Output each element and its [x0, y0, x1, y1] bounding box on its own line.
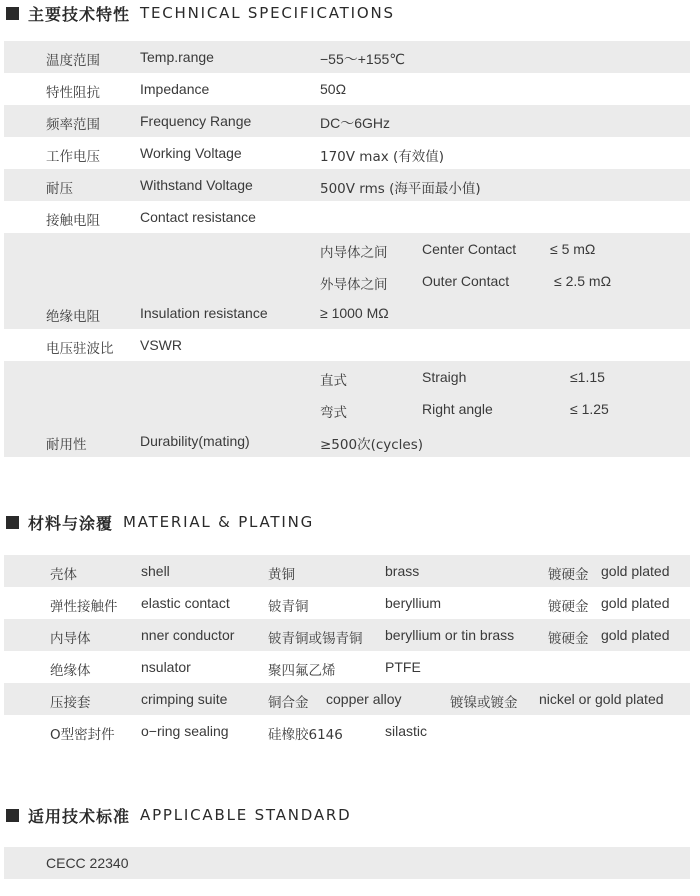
plating-zh: 镀硬金 [548, 631, 589, 647]
label-zh: 特性阻抗 [46, 85, 100, 101]
section-title-en: MATERIAL & PLATING [123, 513, 315, 531]
label-en: Insulation resistance [140, 305, 268, 321]
label-zh: 工作电压 [46, 149, 100, 165]
label-zh: 耐压 [46, 181, 73, 197]
part-zh: 内导体 [50, 631, 91, 647]
value: ≤ 5 mΩ [550, 241, 596, 257]
material-zh: 铜合金 [268, 695, 309, 711]
spec-row-withstand-voltage [4, 169, 690, 201]
standard-value: CECC 22340 [46, 855, 129, 871]
value: ≤ 2.5 mΩ [554, 273, 612, 289]
part-en: elastic contact [141, 595, 230, 611]
standard-row [4, 847, 690, 879]
part-en: o−ring sealing [141, 723, 229, 739]
part-zh: O型密封件 [50, 727, 115, 743]
plating-en: gold plated [601, 563, 670, 579]
value: ≤ 1.25 [570, 401, 609, 417]
sub-label-zh: 外导体之间 [320, 277, 388, 293]
material-en: copper alloy [326, 691, 402, 707]
section-title-zh: 主要技术特性 [28, 4, 131, 24]
label-zh: 频率范围 [46, 117, 100, 133]
spec-row-straight [4, 361, 690, 393]
sub-label-zh: 内导体之间 [320, 245, 388, 261]
value: −55～+155℃ [320, 51, 406, 67]
spec-row-right-angle [4, 393, 690, 425]
material-row-insulator [4, 651, 690, 683]
material-row-shell [4, 555, 690, 587]
label-en: Withstand Voltage [140, 177, 253, 193]
value: DC～6GHz [320, 115, 391, 131]
section-bullet [6, 516, 19, 529]
plating-zh: 镀硬金 [548, 567, 589, 583]
value: 500V rms (海平面最小值) [320, 181, 481, 197]
label-en: Frequency Range [140, 113, 252, 129]
label-zh: 接触电阻 [46, 213, 100, 229]
value: 50Ω [320, 81, 347, 97]
material-row-oring [4, 715, 690, 747]
spec-row-frequency [4, 105, 690, 137]
part-zh: 压接套 [50, 695, 91, 711]
section-bullet [6, 809, 19, 822]
part-en: nsulator [141, 659, 191, 675]
material-en: beryllium [385, 595, 442, 611]
sub-label-en: Center Contact [422, 241, 517, 257]
section-title-en: APPLICABLE STANDARD [140, 806, 352, 824]
material-zh: 铍青铜 [268, 599, 309, 615]
plating-zh: 镀镍或镀金 [450, 695, 518, 711]
label-en: VSWR [140, 337, 182, 353]
label-en: Contact resistance [140, 209, 256, 225]
part-zh: 壳体 [50, 567, 77, 583]
label-en: Temp.range [140, 49, 214, 65]
value: ≥500次(cycles) [320, 437, 424, 453]
sub-label-zh: 直式 [320, 373, 347, 389]
label-zh: 电压驻波比 [46, 341, 114, 357]
material-zh: 铍青铜或锡青铜 [268, 631, 363, 647]
value: ≤1.15 [570, 369, 605, 385]
material-en: silastic [385, 723, 428, 739]
value: ≥ 1000 MΩ [320, 305, 389, 321]
value: 170V max (有效值) [320, 149, 445, 165]
spec-row-durability [4, 425, 690, 457]
spec-row-impedance [4, 73, 690, 105]
material-en: PTFE [385, 659, 421, 675]
part-zh: 弹性接触件 [50, 599, 118, 615]
label-zh: 耐用性 [46, 437, 87, 453]
part-zh: 绝缘体 [50, 663, 91, 679]
label-en: Durability(mating) [140, 433, 250, 449]
spec-row-center-contact [4, 233, 690, 265]
part-en: nner conductor [141, 627, 235, 643]
material-row-crimp [4, 683, 690, 715]
label-zh: 温度范围 [46, 53, 100, 69]
standard-heading [6, 803, 352, 827]
tech-spec-heading [6, 1, 395, 25]
sub-label-zh: 弯式 [320, 405, 347, 421]
sub-label-en: Outer Contact [422, 273, 510, 289]
spec-row-working-voltage [4, 137, 690, 169]
material-heading [6, 510, 314, 534]
section-bullet [6, 7, 19, 20]
section-title-zh: 适用技术标准 [28, 806, 131, 826]
spec-row-insulation [4, 297, 690, 329]
plating-en: gold plated [601, 595, 670, 611]
spec-row-outer-contact [4, 265, 690, 297]
section-title-en: TECHNICAL SPECIFICATIONS [140, 4, 395, 22]
spec-row-temp [4, 41, 690, 73]
material-zh: 黄铜 [268, 567, 295, 583]
label-en: Working Voltage [140, 145, 242, 161]
label-zh: 绝缘电阻 [46, 309, 100, 325]
spec-row-vswr [4, 329, 690, 361]
material-zh: 聚四氟乙烯 [268, 663, 336, 679]
material-zh: 硅橡胶6146 [268, 727, 343, 743]
sub-label-en: Straigh [422, 369, 467, 385]
material-row-inner [4, 619, 690, 651]
section-title-zh: 材料与涂覆 [28, 513, 114, 533]
spec-row-contact-resistance [4, 201, 690, 233]
part-en: shell [141, 563, 170, 579]
material-en: brass [385, 563, 420, 579]
plating-en: nickel or gold plated [539, 691, 664, 707]
plating-en: gold plated [601, 627, 670, 643]
label-en: Impedance [140, 81, 210, 97]
sub-label-en: Right angle [422, 401, 493, 417]
material-row-elastic [4, 587, 690, 619]
material-en: beryllium or tin brass [385, 627, 515, 643]
plating-zh: 镀硬金 [548, 599, 589, 615]
part-en: crimping suite [141, 691, 228, 707]
